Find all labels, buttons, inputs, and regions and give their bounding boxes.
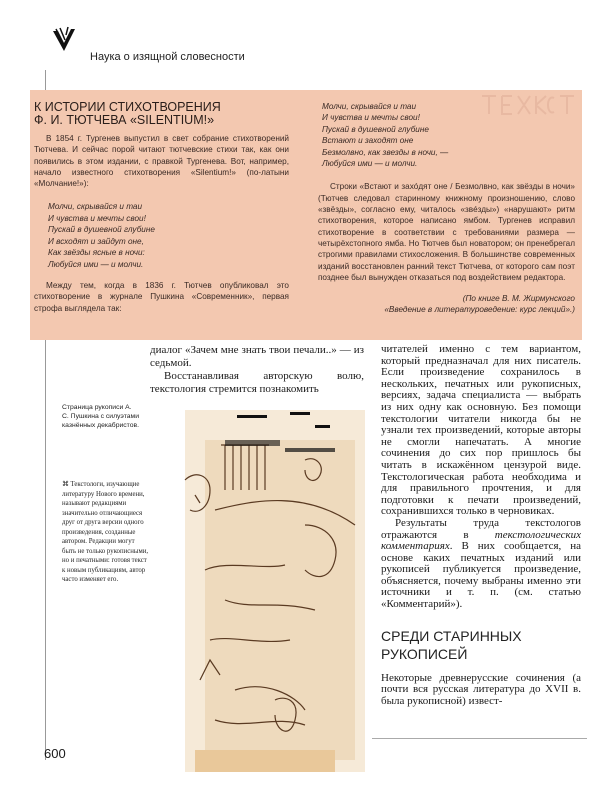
poem-line: Встают и заходят оне xyxy=(322,136,414,146)
note-text: Текстологи, изучающие литературу Нового времени, называют редакциями значительно отличающиеся друг от друга версии одного произведения, созданные автором. Редакции могут быть не только рукописными, но и печатными: готовя текст к новым публикациям, автор часто изменяет его. xyxy=(62,481,149,583)
source-line: «Введение в литературоведение: курс лекций».) xyxy=(384,305,575,315)
poem-turgenev xyxy=(48,201,289,269)
poem-line: Любуйся ими — и молчи. xyxy=(48,259,144,269)
paragraph xyxy=(381,518,581,611)
right-column xyxy=(381,344,581,707)
box-left-column xyxy=(34,101,289,314)
text: Результаты труда текстологов отражаются в xyxy=(381,516,581,541)
poem-original xyxy=(322,101,575,169)
poem-line: Безмолвно, как звезды в ночи, — xyxy=(322,147,449,157)
text: . В них сообщается, на основе каких печатных изданий или рукописей публикуется произведение, объясняется, почему выбраны именно эти источники и т. п. (см. статью «Комментарий»). xyxy=(381,540,581,611)
box-right-column xyxy=(318,101,575,316)
poem-line: И чувства и мечты свои! xyxy=(322,113,420,123)
book-logo-icon xyxy=(50,25,78,55)
divider xyxy=(372,738,587,739)
paragraph: Некоторые древнерусские сочинения (а почти вся русская литература до XVII в. была рукописной) извест- xyxy=(381,671,581,707)
paragraph: читателей именно с тем вариантом, который предназначал для них писатель. Если произведение сохранилось в нескольких, печатных или рукописных, версиях, задача специалиста — выбрать из них одну как основную. Без помощи текстологии читатели никогда бы не узнали тех произведений, которые авторы не смогли напечатать. А многие сочинения до сих пор пришлось бы читать в искажённом цензурой виде. Текстологическая работа необходима и для правильного прочтения, и для подготовки к печати произведений, сохранившихся только в черновиках. xyxy=(381,343,581,518)
poem-line: Пускай в душевной глубине xyxy=(48,225,155,235)
poem-line: И чувства и мечты свои! xyxy=(48,213,146,223)
note-marker-icon: ⌘ xyxy=(62,481,71,488)
poem-line: Как звёзды ясные в ночи: xyxy=(48,248,145,258)
box-paragraph: В 1854 г. Тургенев выпустил в свет собрание стихотворений Тютчева. И сейчас порой читают тютчевские стихи так, как они появились в этом издании, с правкой Тургенева. Вот, например, начало известного стихотворения «Silentium!» (по-латыни «Молчание!»): xyxy=(34,134,289,189)
box-title-line-1: К ИСТОРИИ СТИХОТВОРЕНИЯ xyxy=(34,100,221,114)
emphasis: текстологических комментариях xyxy=(381,528,581,553)
source-line: (По книге В. М. Жирмунского xyxy=(462,294,575,304)
poem-line: Молчи, скрывайся и таи xyxy=(322,102,417,111)
box-source xyxy=(318,293,575,316)
image-caption: Страница рукописи А. С. Пушкина с силуэтами казнённых декабристов. xyxy=(62,404,139,429)
poem-line: И всходят и зайдут оне, xyxy=(48,236,144,246)
running-title: Наука о изящной словесности xyxy=(90,51,245,63)
box-title-line-2: Ф. И. ТЮТЧЕВА «SILENTIUM!» xyxy=(34,113,215,127)
pushkin-manuscript-image xyxy=(165,400,365,772)
poem-line: Пускай в душевной глубине xyxy=(322,124,429,134)
box-paragraph: Между тем, когда в 1836 г. Тютчев опубликовал это стихотворение в журнале Пушкина «Современник», первая строфа выглядела так: xyxy=(34,280,289,313)
paragraph: Восстанавливая авторскую волю, текстология стремится познакомить xyxy=(150,370,364,395)
poem-line: Молчи, скрывайся и таи xyxy=(48,202,143,212)
middle-column xyxy=(150,344,364,396)
section-heading: СРЕДИ СТАРИННЫХ РУКОПИСЕЙ xyxy=(381,627,522,662)
margin-note xyxy=(62,480,150,585)
box-paragraph: Строки «Встают и захóдят оне / Безмолвно, как звёзды в ночи» (Тютчев следовал старинному книжному произношению, слово «звёзды», согласно ему, читалось «звéзды») «нарушают» ритм стихотворения, которое написано ямбом. Тургенев исправил стихотворение в соответствии с требованиями размера — четырёхстопного ямба. Но Тютчев был новатором; он пренебрегал строгими правилами стихосложения. В большинстве современных изданий восстановлен ранний текст Тютчева, от которого сам поэт позднее был вынужден отказаться под воздействием редактора. xyxy=(318,182,575,282)
poem-line: Любуйся ими — и молчи. xyxy=(322,159,418,169)
paragraph: диалог «Зачем мне знать твои печали..» — из седьмой. xyxy=(150,344,364,369)
page-number: 600 xyxy=(44,746,66,761)
